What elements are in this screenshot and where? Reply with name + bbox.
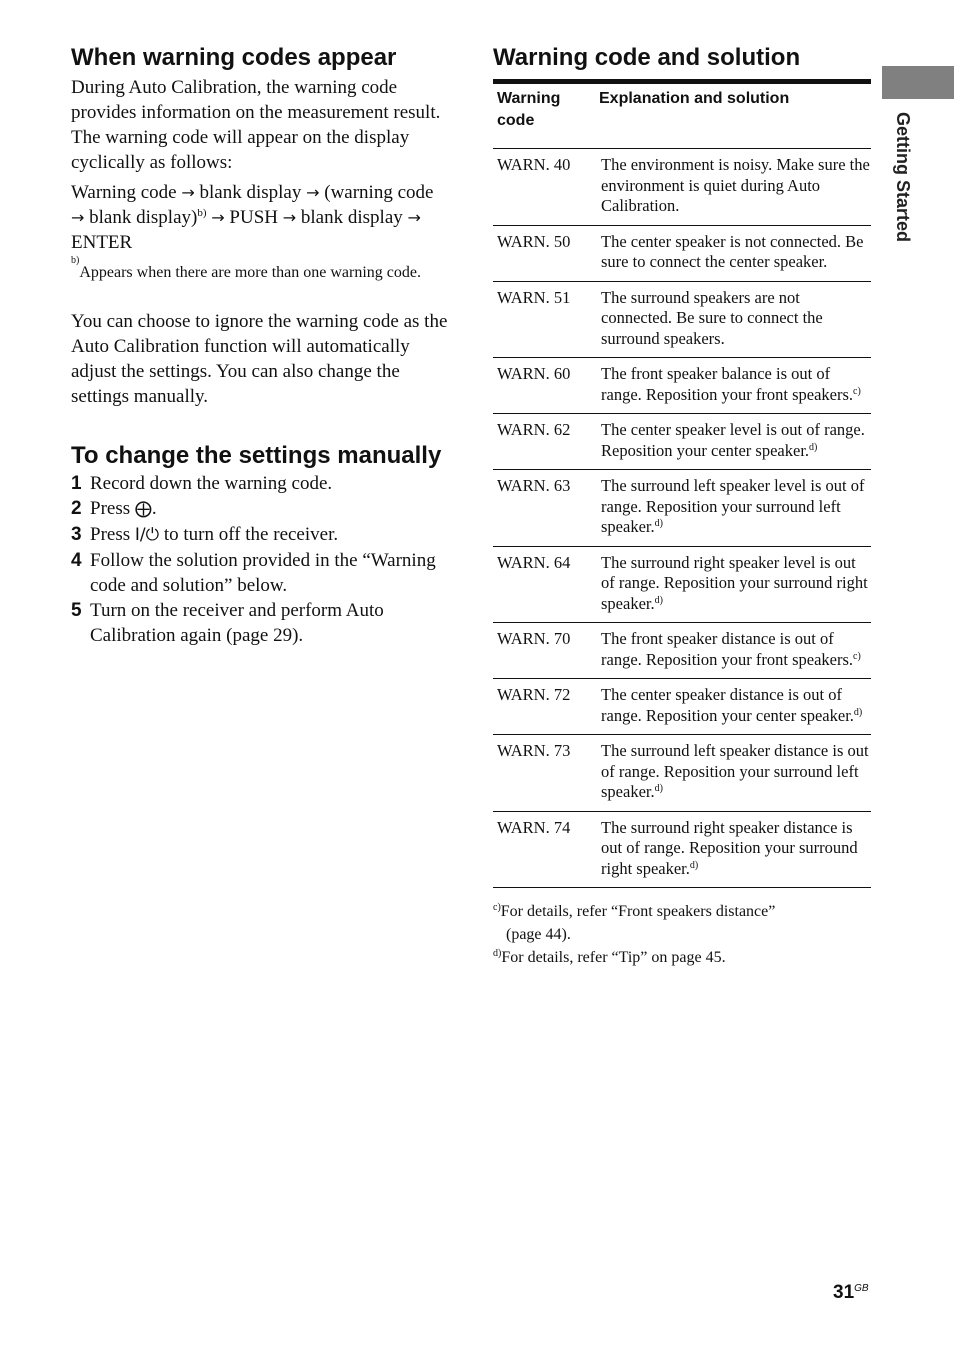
explanation-text: The surround left speaker distance is out of range. Reposition your surround left speaker. [601,741,869,801]
footnote-b [71,255,449,284]
table-row [493,470,871,547]
arrow-icon: → [211,208,225,227]
seq-blank-display-final: blank display [300,207,403,228]
explanation-text: The center speaker distance is out of range. Reposition your center speaker. [601,685,854,725]
explanation-text: The surround left speaker level is out of range. Reposition your surround left speaker. [601,476,865,536]
explanation-text: The front speaker distance is out of range. Reposition your front speakers. [601,629,854,669]
explanation-cell [595,358,871,414]
explanation-text: The center speaker level is out of range. Reposition your center speaker. [601,420,865,460]
section-title-when-warning: When warning codes appear [71,44,397,71]
table-body [493,149,871,888]
footnote-ref-b: b) [197,207,207,219]
seq-blank-display-repeat: blank display) [89,207,198,228]
step-number: 1 [71,473,82,494]
footnote-ref: d) [809,441,818,453]
step-text: Press [90,524,135,545]
seq-enter: ENTER [71,232,133,253]
explanation-text: The center speaker is not connected. Be sure to connect the center speaker. [601,231,864,271]
step-text: Follow the solution provided in the “Warning code and solution” below. [90,550,436,596]
table-row [493,546,871,623]
side-tab-label: Getting Started [893,112,913,243]
left-column [71,45,449,648]
footnote-ref: d) [654,518,663,529]
warning-code-cell: WARN. 64 [493,546,595,623]
step-5 [71,598,449,648]
step-2 [71,496,449,522]
explanation-cell [595,623,871,679]
step-text: Press [90,498,135,519]
footnote-ref: d) [654,783,663,794]
table-row [493,414,871,470]
explanation-cell [595,149,871,226]
warning-code-cell: WARN. 50 [493,225,595,281]
seq-blank-display: blank display [199,182,302,203]
step-number: 2 [71,498,82,519]
step-1 [71,471,449,496]
explanation-text: The surround right speaker distance is out of range. Reposition your surround right speaker. [601,817,858,878]
footnote-c-line2: (page 44). [506,926,571,943]
table-row [493,358,871,414]
warning-code-cell: WARN. 60 [493,358,595,414]
warning-code-cell: WARN. 73 [493,735,595,812]
explanation-cell [595,546,871,623]
seq-warning-code: Warning code [71,182,177,203]
footnote-ref: d) [654,594,663,606]
explanation-cell [595,414,871,470]
footnote-d-line1: For details, refer “Tip” on page 45. [501,949,726,966]
arrow-icon: → [407,208,421,227]
arrow-icon: → [306,183,320,202]
footnote-c-line1: For details, refer “Front speakers distance” [500,903,776,920]
warning-code-cell: WARN. 72 [493,679,595,735]
when-paragraph: During Auto Calibration, the warning code provides information on the measurement result. The warning code will appear on the display cyclically as follows: [71,77,441,173]
explanation-cell [595,811,871,888]
arrow-icon: → [181,183,195,202]
explanation-cell [595,225,871,281]
footnote-b-text: Appears when there are more than one warning code. [79,264,421,281]
step-number: 3 [71,524,82,545]
footnote-ref: c) [853,385,861,397]
step-3 [71,522,449,548]
warning-code-cell: WARN. 63 [493,470,595,547]
step-text: Record down the warning code. [90,473,333,494]
step-text-end: . [151,498,157,519]
page-number-value: 31 [833,1282,855,1303]
explanation-cell [595,470,871,547]
arrow-icon: → [71,208,85,227]
table-footnotes [493,900,871,969]
ignore-paragraph: You can choose to ignore the warning code as the Auto Calibration function will automatically adjust the settings. You can also change the settings manually. [71,311,448,407]
steps-list [71,471,449,648]
display-sequence [71,180,449,255]
warning-code-cell: WARN. 62 [493,414,595,470]
warning-code-cell: WARN. 70 [493,623,595,679]
header-explanation: Explanation and solution [595,84,871,149]
step-number: 5 [71,600,82,621]
page-number-suffix: GB [854,1283,869,1294]
footnote-ref: d) [689,859,699,871]
seq-warning-code-repeat: (warning code [324,182,434,203]
right-column [493,45,871,969]
step-4 [71,548,449,598]
explanation-text: The front speaker balance is out of range. Reposition your front speakers. [601,364,854,404]
footnote-ref: c) [853,650,861,662]
enter-button-icon: ⨁ [134,499,152,519]
section-title-warning-table: Warning code and solution [493,44,801,71]
step-number: 4 [71,550,82,571]
table-row [493,225,871,281]
footnote-d [493,946,871,969]
table-row [493,281,871,358]
warning-code-cell: WARN. 51 [493,281,595,358]
explanation-text: The surround speakers are not connected. Be sure to connect the surround speakers. [601,287,823,348]
warning-table [493,84,871,888]
footnote-d-mark: d) [493,948,502,959]
table-header-row [493,84,871,149]
arrow-icon: → [282,208,297,227]
explanation-cell [595,735,871,812]
footnote-ref: d) [853,706,863,718]
explanation-text: The environment is noisy. Make sure the environment is quiet during Auto Calibration. [601,155,870,215]
explanation-cell [595,679,871,735]
step-text-end: to turn off the receiver. [159,524,339,545]
warning-code-cell: WARN. 40 [493,149,595,226]
header-warning-code: Warning code [493,84,595,149]
footnote-c-mark: c) [493,902,501,913]
section-title-change-settings: To change the settings manually [71,442,442,469]
table-row [493,623,871,679]
explanation-cell [595,281,871,358]
step-text: Turn on the receiver and perform Auto Calibration again (page 29). [90,600,384,646]
table-row [493,679,871,735]
seq-push: PUSH [229,207,278,228]
explanation-text: The surround right speaker level is out of range. Reposition your surround right speaker. [601,552,868,613]
table-row [493,149,871,226]
footnote-b-mark: b) [71,255,80,266]
power-icon: I/⏻ [134,525,160,545]
table-row [493,735,871,812]
page-number [833,1282,869,1304]
table-row [493,811,871,888]
footnote-c [493,900,871,923]
side-tab-bar [882,66,954,99]
warning-code-cell: WARN. 74 [493,811,595,888]
